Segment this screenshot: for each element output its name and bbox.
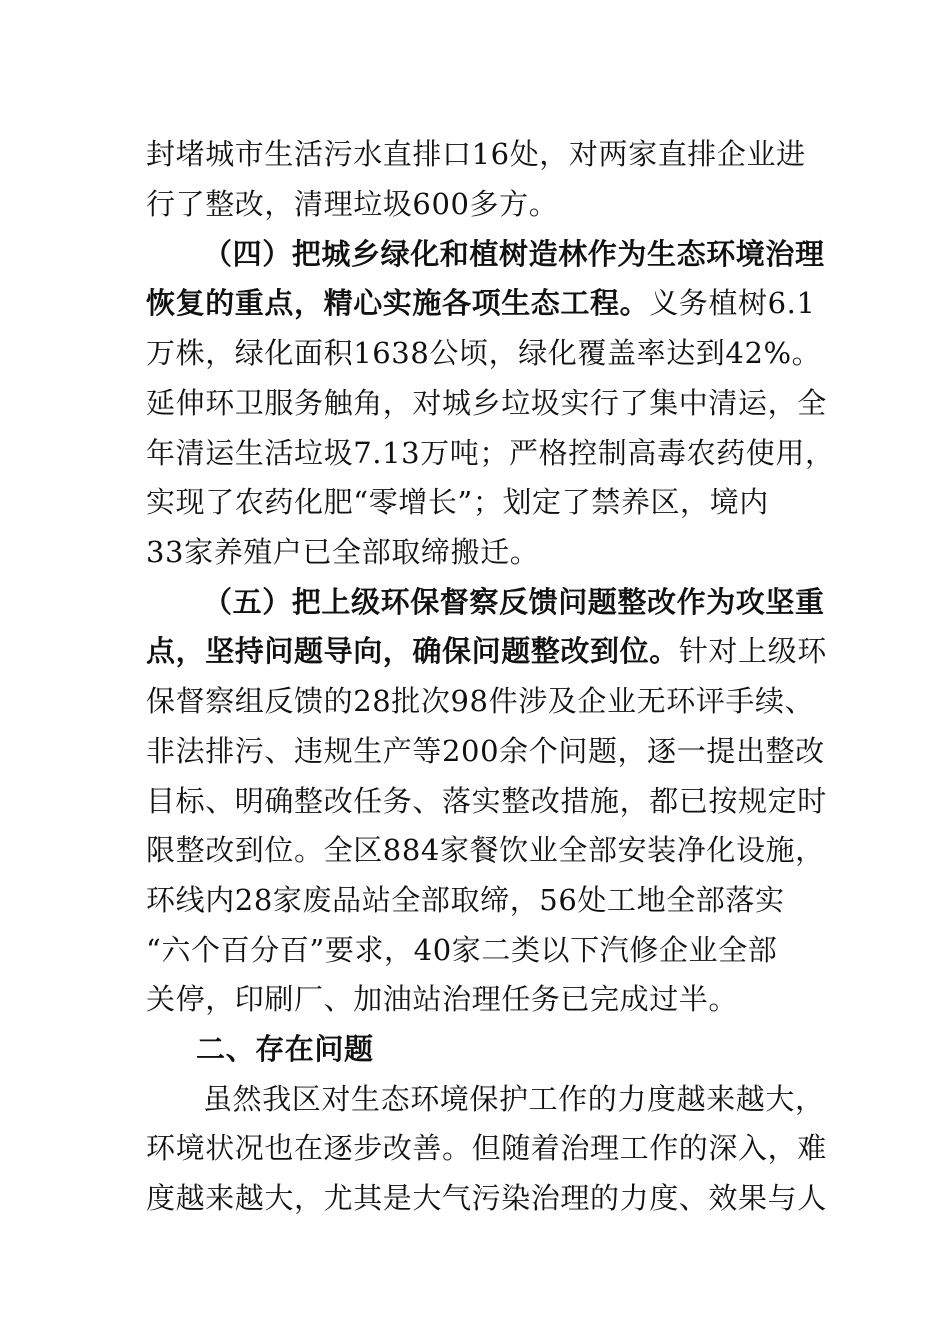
text-line (146, 534, 539, 570)
text-segment: 年清运生活垃圾7.13万吨；严格控制高毒农药使用， (146, 436, 835, 470)
text-segment: 环境状况也在逐步改善。但随着治理工作的深入，难 (146, 1131, 827, 1165)
text-line (146, 136, 806, 172)
text-line (146, 335, 821, 371)
text-segment: 行了整改，清理垃圾600多方。 (146, 187, 559, 221)
bold-text-segment: 点，坚持问题导向，确保问题整改到位。 (146, 634, 679, 668)
text-segment: 万株，绿化面积1638公顷，绿化覆盖率达到42%。 (146, 336, 822, 370)
text-line (146, 1130, 827, 1166)
text-segment: 环线内28家废品站全部取缔，56处工地全部落实 (146, 883, 785, 917)
heading-text: 二、存在问题 (196, 1032, 374, 1066)
text-segment: 虽然我区对生态环境保护工作的力度越来越大， (203, 1082, 825, 1116)
text-segment: 限整改到位。全区884家餐饮业全部安装净化设施， (146, 833, 825, 867)
text-line (146, 435, 835, 471)
bold-text-segment: 恢复的重点，精心实施各项生态工程。 (146, 286, 650, 320)
text-segment: 非法排污、违规生产等200余个问题，逐一提出整改 (146, 734, 825, 768)
text-line (146, 633, 827, 669)
section-heading-five-line (203, 584, 825, 620)
text-segment: 目标、明确整改任务、落实整改措施，都已按规定时 (146, 784, 827, 818)
bold-text-segment: （五）把上级环保督察反馈问题整改作为攻坚重 (203, 585, 825, 619)
text-line (146, 186, 558, 222)
text-segment: 封堵城市生活污水直排口16处，对两家直排企业进 (146, 137, 806, 171)
text-line (146, 1180, 827, 1216)
text-segment: 义务植树6.1 (649, 286, 816, 320)
text-line (146, 832, 825, 868)
section-heading-four-line (203, 236, 825, 272)
text-line (146, 981, 738, 1017)
text-line (146, 683, 814, 719)
text-segment: 度越来越大，尤其是大气污染治理的力度、效果与人 (146, 1181, 827, 1215)
text-line (146, 484, 769, 520)
text-line (146, 783, 827, 819)
text-segment: 延伸环卫服务触角，对城乡垃圾实行了集中清运，全 (146, 386, 827, 420)
text-line (146, 733, 825, 769)
text-segment: 33家养殖户已全部取缔搬迁。 (146, 535, 540, 569)
bold-text-segment: （四）把城乡绿化和植树造林作为生态环境治理 (203, 237, 825, 271)
text-segment: 实现了农药化肥“零增长”；划定了禁养区，境内 (146, 485, 769, 519)
text-line (146, 285, 816, 321)
text-segment: “六个百分百”要求，40家二类以下汽修企业全部 (146, 933, 778, 967)
text-segment: 针对上级环 (678, 634, 827, 668)
text-line (146, 882, 785, 918)
section-heading-problems (196, 1031, 374, 1067)
text-segment: 保督察组反馈的28批次98件涉及企业无环评手续、 (146, 684, 815, 718)
text-line (203, 1081, 825, 1117)
text-segment: 关停，印刷厂、加油站治理任务已完成过半。 (146, 982, 739, 1016)
text-line (146, 932, 777, 968)
text-line (146, 385, 827, 421)
